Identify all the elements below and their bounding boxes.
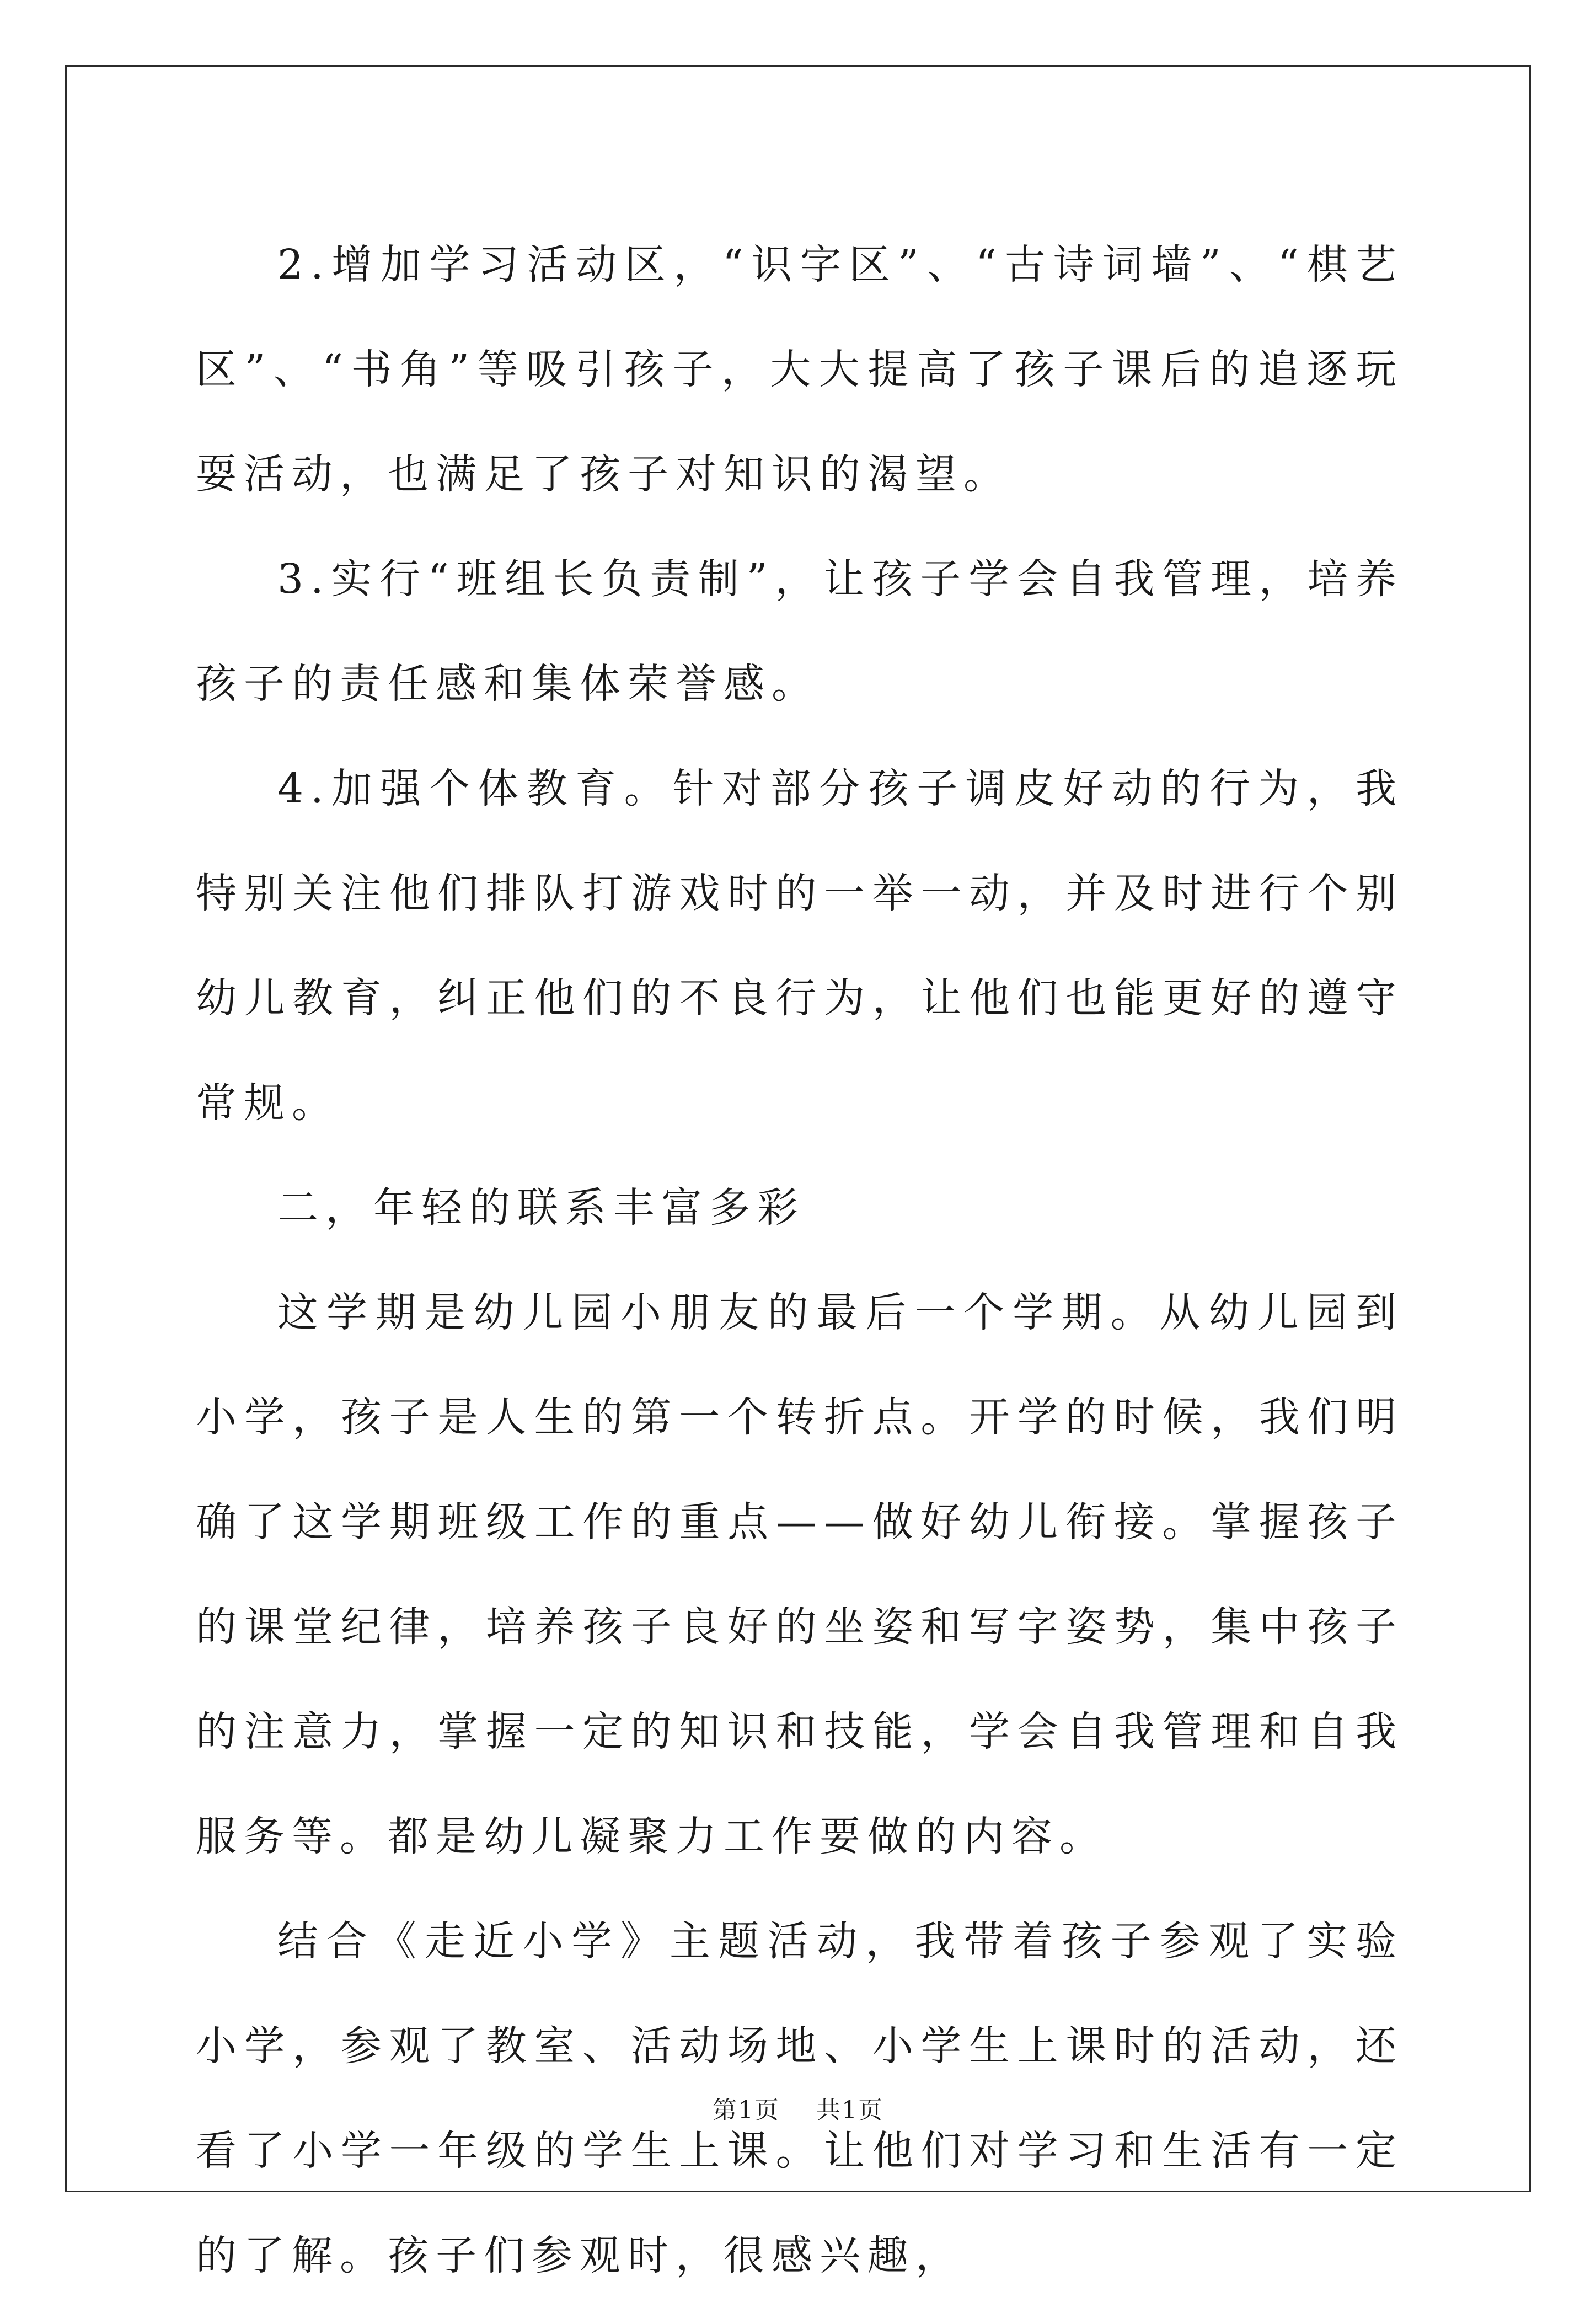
page-total: 共1页 <box>816 2096 883 2124</box>
paragraph-group-leader: 3.实行“班组长负责制”，让孩子学会自我管理，培养孩子的责任感和集体荣誉感。 <box>196 555 1404 708</box>
section-heading: 二，年轻的联系丰富多彩 <box>277 1184 805 1231</box>
paragraph-individual-education: 4.加强个体教育。针对部分孩子调皮好动的行为，我特别关注他们排队打游戏时的一举一动，并及时进行个别幼儿教育，纠正他们的不良行为，让他们也能更好的遵守常规。 <box>196 765 1404 1127</box>
paragraph-last-semester: 这学期是幼儿园小朋友的最后一个学期。从幼儿园到小学，孩子是人生的第一个转折点。开学的时候，我们明确了这学期班级工作的重点——做好幼儿衔接。掌握孩子的课堂纪律，培养孩子良好的坐姿和写字姿势，集中孩子的注意力，掌握一定的知识和技能，学会自我管理和自我服务等。都是幼儿凝聚力工作要做的内容。 <box>196 1289 1404 1860</box>
paragraph-school-visit: 结合《走近小学》主题活动，我带着孩子参观了实验小学，参观了教室、活动场地、小学生上课时的活动，还看了小学一年级的学生上课。让他们对学习和生活有一定的了解。孩子们参观时，很感兴趣， <box>196 1918 1404 2279</box>
document-body <box>196 212 1404 2308</box>
paragraph-activity-areas: 2.增加学习活动区，“识字区”、“古诗词墙”、“棋艺区”、“书角”等吸引孩子，大大提高了孩子课后的追逐玩耍活动，也满足了孩子对知识的渴望。 <box>196 241 1404 498</box>
page-number: 第1页 <box>713 2096 780 2124</box>
page-footer <box>0 2090 1596 2125</box>
